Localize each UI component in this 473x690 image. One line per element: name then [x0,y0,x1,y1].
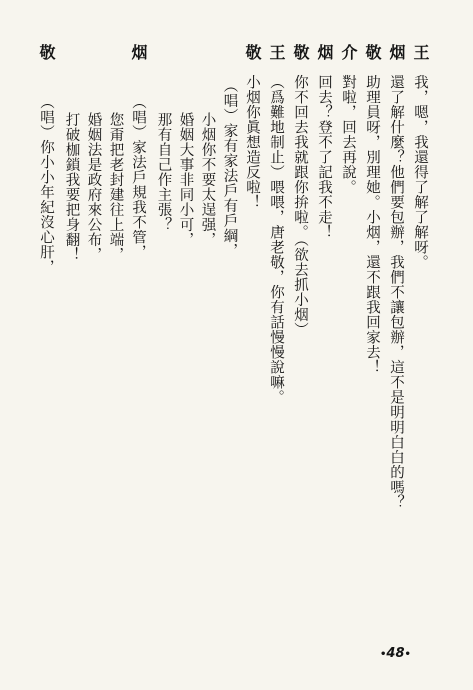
verse-line [178,112,193,247]
line-text: （唱）家有家法戶有戶綱， [221,78,238,258]
verse-line [108,112,123,262]
line-text: （爲難地制止）喂喂，唐老敬，你有話慢慢說嘛。 [268,74,284,405]
line-text: 打破枷鎖我要把身翻！ [63,112,80,262]
script-line [130,44,146,260]
speaker-label: 介 [339,44,358,61]
line-text: 你不回去我就跟你拚啦。（欲去抓小烟） [292,74,308,338]
line-text: 對啦，回去再說。 [340,74,356,195]
line-text: （唱）你小小年紀沒心肝， [38,94,54,275]
verse-line [86,112,101,262]
speaker-label: 敬 [363,44,382,61]
line-text: 婚姻法是政府來公布， [85,112,102,262]
verse-line [222,78,237,258]
line-text: 還了解什麼？他們要包辦，我們不讓包辦，這不是明明白白的嗎？ [388,74,404,510]
line-text: 我，嗯，我還得了解了解呀。 [412,74,428,270]
line-text: 小烟你眞想造反啦！ [244,74,260,210]
script-line [412,44,428,270]
script-line [316,44,332,240]
line-text: 您甭把老封建往上端， [107,112,124,262]
script-line [340,44,356,195]
speaker-label: 敬 [37,44,56,61]
script-line [38,44,54,275]
line-text: 小烟你不要太逞强， [199,112,216,247]
verse-line [200,112,215,247]
script-line [364,44,380,375]
speaker-label: 烟 [387,44,406,61]
line-text: 回去？登不了記我不走！ [316,74,332,240]
speaker-label: 烟 [129,44,148,61]
speaker-label: 王 [267,44,286,61]
page-number-text: 48 [386,646,405,661]
speaker-label: 烟 [315,44,334,61]
script-line [388,44,404,510]
script-line [244,44,260,210]
verse-line [64,112,79,262]
speaker-label: 王 [411,44,430,61]
line-text: 助理員呀，別理她。小烟，還不跟我回家去！ [364,74,380,375]
line-text: 那有自己作主張？ [155,112,172,232]
script-line [268,44,284,405]
line-text: 婚姻大事非同小可， [177,112,194,247]
script-line [292,44,308,337]
speaker-label: 敬 [291,44,310,61]
speaker-label: 敬 [243,44,262,61]
page-number: •48• [380,646,411,661]
verse-line [156,112,171,232]
line-text: （唱）家法戶規我不管， [130,94,146,260]
